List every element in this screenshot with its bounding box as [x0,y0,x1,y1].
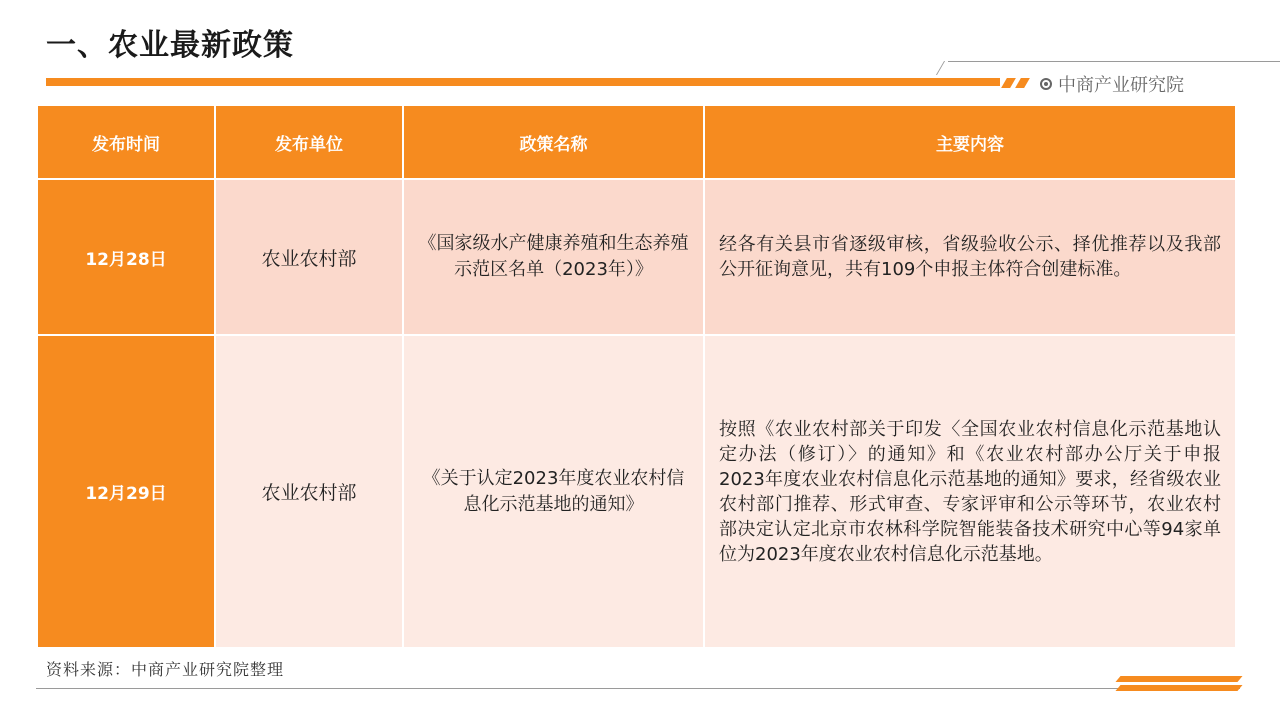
cell-content: 按照《农业农村部关于印发〈全国农业农村信息化示范基地认定办法（修订）〉的通知》和《农业农村部办公厅关于申报2023年度农业农村信息化示范基地的通知》要求，经省级农业农村部门推荐、形式审查、专家评审和公示等环节，农业农村部决定认定北京市农林科学院智能装备技术研究中心等94家单位为2023年度农业农村信息化示范基地。 [704,335,1236,648]
brand-name: 中商产业研究院 [1058,75,1184,96]
title-underline-bar [46,78,1000,86]
table-row [37,179,1236,335]
cell-policy-name: 《国家级水产健康养殖和生态养殖示范区名单（2023年）》 [403,179,704,335]
column-header-date: 发布时间 [37,105,215,179]
cell-unit: 农业农村部 [215,335,403,648]
table-row [37,335,1236,648]
cell-date: 12月28日 [37,179,215,335]
column-header-policy-name: 政策名称 [403,105,704,179]
cell-policy-name: 《关于认定2023年度农业农村信息化示范基地的通知》 [403,335,704,648]
cell-date: 12月29日 [37,335,215,648]
footer-divider-line [36,688,1240,689]
column-header-content: 主要内容 [704,105,1236,179]
policy-table [36,104,1237,649]
decor-stripe [1001,78,1016,88]
footer-decor-stripe [1115,676,1242,682]
source-note: 资料来源：中商产业研究院整理 [46,660,285,679]
decor-stripe [1015,78,1030,88]
title-divider-slant [936,61,945,75]
column-header-unit: 发布单位 [215,105,403,179]
title-divider-line [948,61,1280,62]
page-title: 一、农业最新政策 [46,28,294,63]
table-header-row [37,105,1236,179]
footer-decor-stripe [1115,685,1242,691]
cell-unit: 农业农村部 [215,179,403,335]
brand-logo [1040,72,1184,96]
brand-circle-icon [1040,78,1052,90]
cell-content: 经各有关县市省逐级审核，省级验收公示、择优推荐以及我部公开征询意见，共有109个申报主体符合创建标准。 [704,179,1236,335]
